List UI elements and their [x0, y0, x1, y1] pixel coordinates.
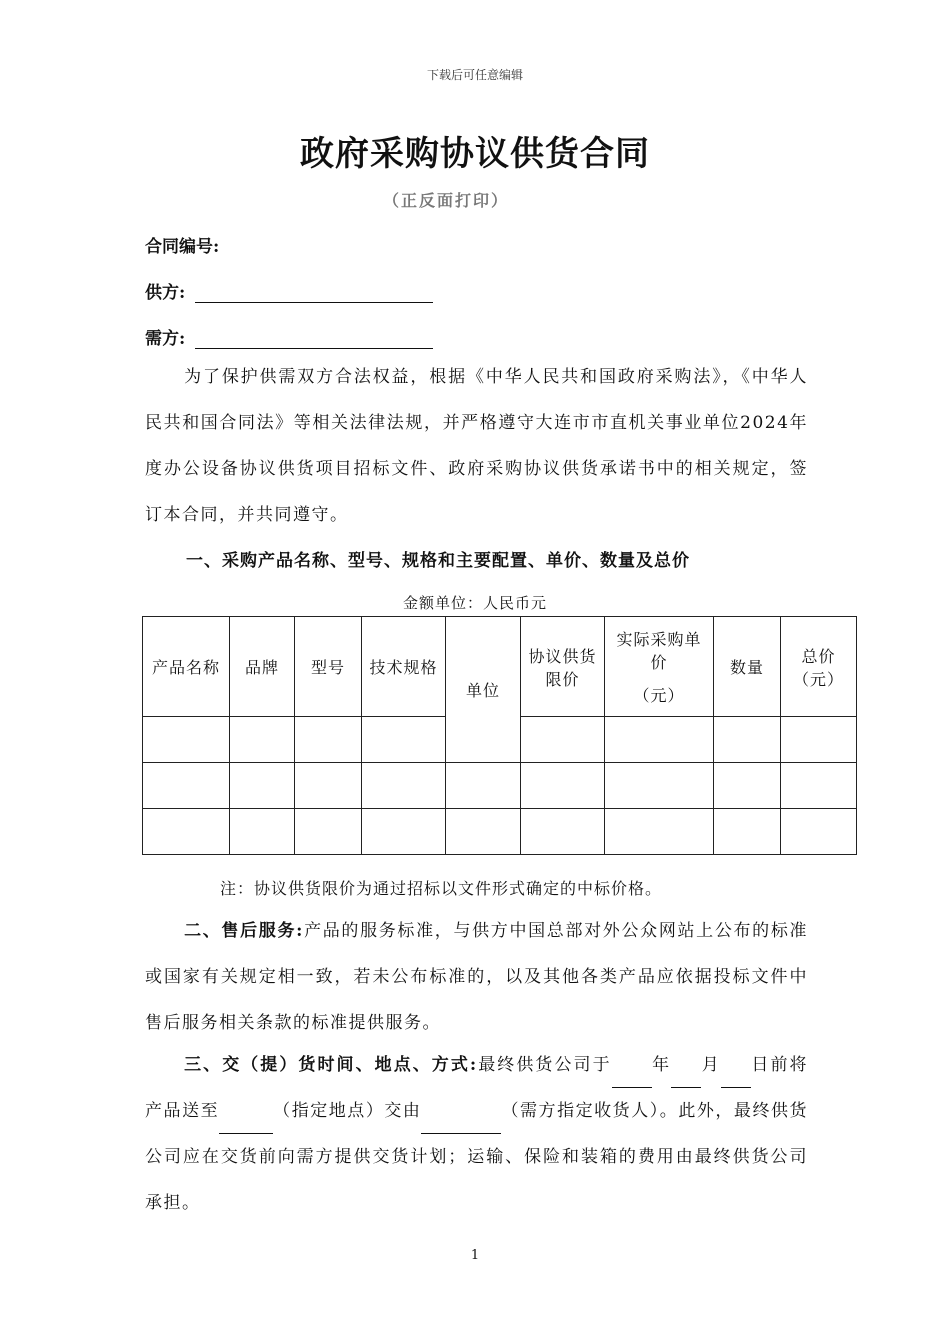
table-cell — [362, 763, 446, 809]
section2-paragraph — [145, 908, 808, 1046]
table-cell — [521, 763, 605, 809]
contract-number-label: 合同编号: — [145, 237, 220, 257]
col-limit-price: 协议供货限价 — [521, 617, 605, 717]
col-actual-price-unit: （元） — [633, 686, 685, 705]
table-header-row — [143, 617, 857, 717]
day-blank — [721, 1069, 751, 1088]
year-blank — [612, 1069, 652, 1088]
contract-number-field — [145, 232, 219, 257]
section3-text-4: 日前将产品送至 — [145, 1055, 809, 1121]
receiver-blank — [421, 1115, 501, 1134]
table-cell — [781, 809, 857, 855]
header-note: 下载后可任意编辑 — [426, 68, 523, 82]
supplier-field — [145, 278, 433, 303]
col-brand: 品牌 — [230, 617, 295, 717]
section3-title: 三、交（提）货时间、地点、方式: — [184, 1055, 478, 1075]
table-cell — [714, 809, 781, 855]
table-cell — [605, 717, 714, 763]
table-row — [143, 809, 857, 855]
table-cell — [521, 809, 605, 855]
location-blank — [219, 1115, 273, 1134]
product-table — [142, 616, 857, 855]
buyer-blank — [195, 330, 433, 349]
table-cell — [362, 809, 446, 855]
table-cell — [230, 809, 295, 855]
table-cell — [295, 763, 362, 809]
section3-paragraph — [145, 1042, 808, 1226]
section3-text-6: （需方指定收货人）。此外，最终供货公司应在交货前向需方提供交货计划；运输、保险和装箱的费用由最终供货公司承担。 — [145, 1101, 809, 1213]
section2-title: 二、售后服务: — [184, 921, 304, 941]
table-cell — [143, 717, 230, 763]
table-cell — [143, 809, 230, 855]
section3-text-2: 年 — [651, 1055, 672, 1075]
col-total: 总价（元） — [781, 617, 857, 717]
col-model: 型号 — [295, 617, 362, 717]
table-cell — [781, 717, 857, 763]
table-cell — [230, 717, 295, 763]
intro-paragraph: 为了保护供需双方合法权益，根据《中华人民共和国政府采购法》，《中华人民共和国合同法》等相关法律法规，并严格遵守大连市市直机关事业单位2024年度办公设备协议供货项目招标文件、政府采购协议供货承诺书中的相关规定，签订本合同，并共同遵守。 — [145, 367, 808, 525]
col-spec: 技术规格 — [362, 617, 446, 717]
section2-body: 产品的服务标准，与供方中国总部对外公众网站上公布的标准或国家有关规定相一致，若未公布标准的，以及其他各类产品应依据投标文件中售后服务相关条款的标准提供服务。 — [145, 921, 809, 1033]
section3-text-1: 最终供货公司于 — [477, 1055, 612, 1075]
table-cell — [781, 763, 857, 809]
table-cell — [362, 717, 446, 763]
currency-unit-note: 金额单位：人民币元 — [402, 594, 547, 612]
col-actual-price — [605, 617, 714, 717]
table-cell — [295, 809, 362, 855]
col-product-name: 产品名称 — [143, 617, 230, 717]
buyer-label: 需方: — [145, 329, 186, 349]
table-cell — [714, 717, 781, 763]
col-actual-price-label: 实际采购单价 — [616, 630, 702, 672]
page-number: 1 — [470, 1248, 480, 1263]
section3-text-3: 月 — [701, 1055, 721, 1075]
section1-title: 一、采购产品名称、型号、规格和主要配置、单价、数量及总价 — [186, 551, 690, 571]
table-cell — [446, 809, 521, 855]
table-cell — [605, 809, 714, 855]
table-row — [143, 763, 857, 809]
supplier-blank — [195, 284, 433, 303]
table-cell — [230, 763, 295, 809]
section3-text-5: （指定地点）交由 — [273, 1101, 422, 1121]
buyer-field — [145, 324, 433, 349]
print-note: （正反面打印） — [383, 191, 510, 210]
table-cell — [521, 717, 605, 763]
month-blank — [671, 1069, 701, 1088]
table-cell — [446, 763, 521, 809]
table-cell — [295, 717, 362, 763]
supplier-label: 供方: — [145, 283, 186, 303]
table-cell — [143, 763, 230, 809]
col-unit: 单位 — [446, 617, 521, 763]
table-cell — [605, 763, 714, 809]
document-title: 政府采购协议供货合同 — [300, 134, 650, 174]
col-quantity: 数量 — [714, 617, 781, 717]
table-cell — [714, 763, 781, 809]
table-note: 注：协议供货限价为通过招标以文件形式确定的中标价格。 — [220, 879, 663, 898]
